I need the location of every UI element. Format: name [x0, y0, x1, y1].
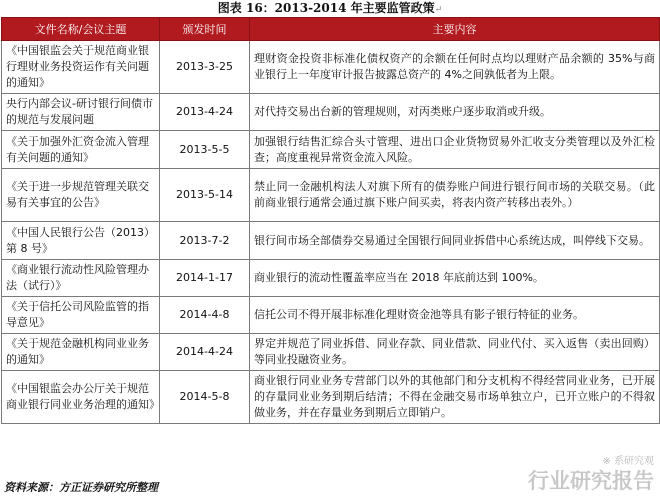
- figure-title: [0, 0, 660, 16]
- date-cell: 2013-3-25: [160, 41, 250, 94]
- watermark-small: ※ 系研究观: [602, 456, 654, 467]
- content-cell: 对代持交易出台新的管理规则，对丙类账户逐步取消或升级。: [250, 94, 660, 131]
- content-cell: 信托公司不得开展非标准化理财资金池等具有影子银行特征的业务。: [250, 297, 660, 334]
- table-row: [2, 260, 660, 297]
- table-row: [2, 334, 660, 371]
- table-row: [2, 371, 660, 424]
- table-header-row: [2, 18, 660, 41]
- content-cell: 加强银行结售汇综合头寸管理、进出口企业货物贸易外汇收支分类管理以及外汇检查；高度重视异常资金流入风险。: [250, 131, 660, 169]
- date-cell: 2013-5-5: [160, 131, 250, 169]
- header-doc: 文件名称/会议主题: [2, 18, 160, 41]
- content-cell: 理财资金投资非标准化债权资产的余额在任何时点均以理财产品余额的 35%与商业银行上一年度审计报告披露总资产的 4%之间孰低者为上限。: [250, 41, 660, 94]
- date-cell: 2014-4-8: [160, 297, 250, 334]
- header-content: 主要内容: [250, 18, 660, 41]
- date-cell: 2014-4-24: [160, 334, 250, 371]
- doc-cell: 《关于信托公司风险监管的指导意见》: [2, 297, 160, 334]
- watermark: [528, 456, 654, 494]
- figure-title-text: 图表 16：2013-2014 年主要监管政策: [217, 1, 435, 15]
- watermark-big: 行业研究报告: [528, 469, 654, 493]
- date-cell: 2013-4-24: [160, 94, 250, 131]
- table-row: [2, 41, 660, 94]
- table-row: [2, 222, 660, 260]
- source-note: 资料来源：方正证券研究所整理: [4, 481, 158, 494]
- doc-cell: 《中国银监会关于规范商业银行理财业务投资运作有关问题的通知》: [2, 41, 160, 94]
- doc-cell: 《中国银监会办公厅关于规范商业银行同业业务治理的通知》: [2, 371, 160, 424]
- doc-cell: 《关于进一步规范管理关联交易有关事宜的公告》: [2, 169, 160, 222]
- doc-cell: 央行内部会议-研讨银行间债市的规范与发展问题: [2, 94, 160, 131]
- content-cell: 禁止同一金融机构法人对旗下所有的债券账户间进行银行间市场的关联交易。（此前商业银行通常会通过旗下账户间买卖，将表内资产转移出表外。）: [250, 169, 660, 222]
- content-cell: 界定并规范了同业拆借、同业存款、同业借款、同业代付、买入返售（卖出回购）等同业投融资业务。: [250, 334, 660, 371]
- content-cell: 商业银行同业业务专营部门以外的其他部门和分支机构不得经营同业业务，已开展的存量同业业务到期后结清；不得在金融交易市场单独立户，已开立账户的不得叙做业务，并在存量业务到期后立即销户。: [250, 371, 660, 424]
- date-cell: 2014-1-17: [160, 260, 250, 297]
- date-cell: 2013-7-2: [160, 222, 250, 260]
- doc-cell: 《关于加强外汇资金流入管理有关问题的通知》: [2, 131, 160, 169]
- doc-cell: 《中国人民银行公告（2013）第 8 号》: [2, 222, 160, 260]
- table-row: [2, 131, 660, 169]
- date-cell: 2013-5-14: [160, 169, 250, 222]
- table-row: [2, 297, 660, 334]
- content-cell: 商业银行的流动性覆盖率应当在 2018 年底前达到 100%。: [250, 260, 660, 297]
- policy-table: [1, 17, 660, 424]
- date-cell: 2014-5-8: [160, 371, 250, 424]
- doc-cell: 《关于规范金融机构同业业务的通知》: [2, 334, 160, 371]
- paragraph-mark: ↵: [434, 5, 443, 15]
- content-cell: 银行间市场全部债券交易通过全国银行间同业拆借中心系统达成，叫停线下交易。: [250, 222, 660, 260]
- table-row: [2, 169, 660, 222]
- doc-cell: 《商业银行流动性风险管理办法（试行）》: [2, 260, 160, 297]
- table-row: [2, 94, 660, 131]
- header-date: 颁发时间: [160, 18, 250, 41]
